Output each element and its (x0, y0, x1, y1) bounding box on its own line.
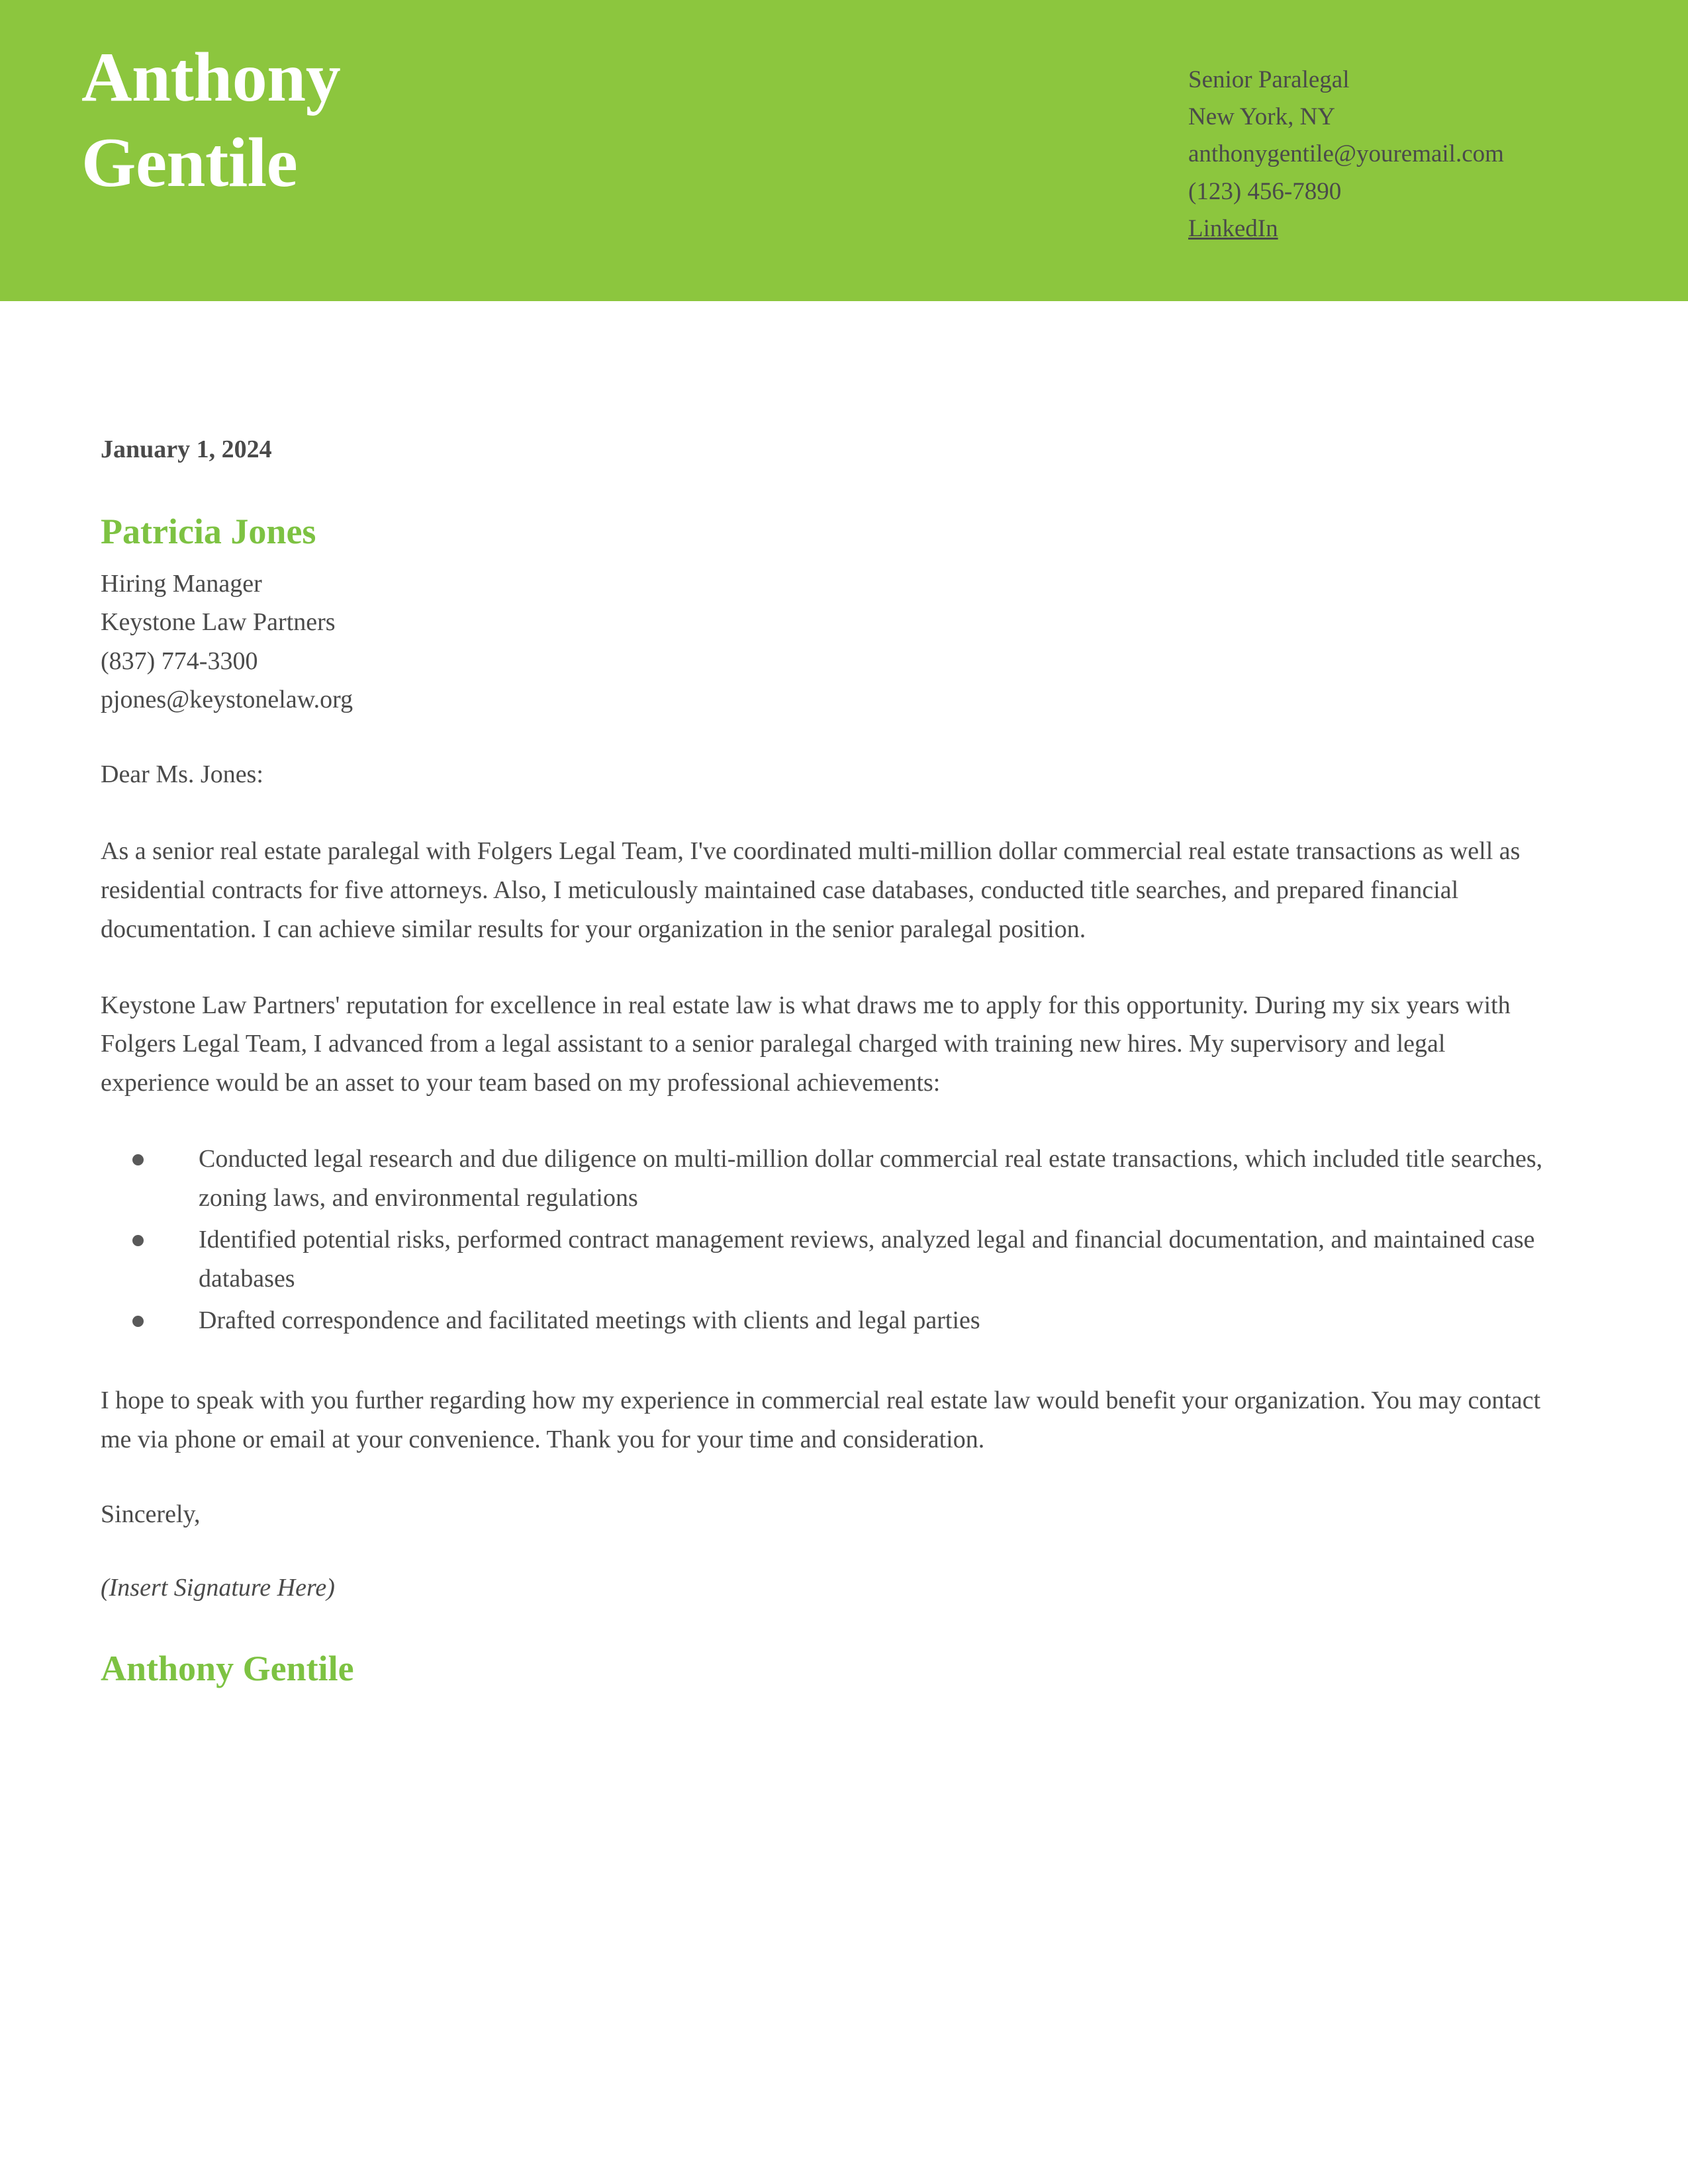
contact-linkedin-link-wrapper (1188, 210, 1652, 248)
list-item (101, 1140, 1560, 1218)
recipient-title: Hiring Manager (101, 570, 262, 598)
recipient-details (101, 565, 1560, 719)
achievement-text: Drafted correspondence and facilitated meetings with clients and legal parties (199, 1306, 980, 1334)
recipient-name: Patricia Jones (101, 512, 316, 552)
achievement-text: Conducted legal research and due diligence on multi-million dollar commercial real estate transactions, which included title searches, zoning laws, and environmental regulations (199, 1145, 1543, 1212)
salutation: Dear Ms. Jones: (101, 760, 263, 788)
letter-date: January 1, 2024 (101, 435, 272, 463)
bullet-icon (132, 1154, 144, 1165)
letter-body (101, 433, 1560, 1691)
applicant-first-name: Anthony (81, 38, 341, 116)
recipient-phone: (837) 774-3300 (101, 647, 258, 675)
contact-job-title: Senior Paralegal (1188, 66, 1350, 93)
contact-email[interactable]: anthonygentile@youremail.com (1188, 140, 1504, 168)
contact-location: New York, NY (1188, 103, 1336, 131)
bullet-icon (132, 1235, 144, 1246)
applicant-last-name: Gentile (81, 124, 298, 202)
recipient-email[interactable]: pjones@keystonelaw.org (101, 685, 353, 713)
achievements-list (101, 1140, 1560, 1340)
contact-linkedin-link[interactable]: LinkedIn (1188, 214, 1278, 242)
header-band (0, 0, 1688, 301)
header-contact-block (1188, 62, 1652, 248)
signature-placeholder: (Insert Signature Here) (101, 1574, 335, 1602)
sign-off: Sincerely, (101, 1500, 201, 1529)
recipient-company: Keystone Law Partners (101, 608, 336, 637)
list-item (101, 1301, 1560, 1340)
body-paragraph-2: Keystone Law Partners' reputation for excellence in real estate law is what draws me to apply for this opportunity. During my six years with Folgers Legal Team, I advanced from a legal assistant to a senior paralegal charged with training new hires. My supervisory and legal experience would be an asset to your team based on my professional achievements: (101, 991, 1511, 1097)
signature-name: Anthony Gentile (101, 1649, 354, 1689)
list-item (101, 1220, 1560, 1298)
closing-paragraph: I hope to speak with you further regarding how my experience in commercial real estate law would benefit your organization. You may contact me via phone or email at your convenience. Thank you for your time and consideration. (101, 1386, 1541, 1453)
body-paragraph-1: As a senior real estate paralegal with Folgers Legal Team, I've coordinated multi-million dollar commercial real estate transactions as well as residential contracts for five attorneys. Also, I meticulously maintained case databases, conducted title searches, and prepared financial documentation. I can achieve similar results for your organization in the senior paralegal position. (101, 837, 1521, 943)
applicant-name-heading (81, 34, 909, 206)
bullet-icon (132, 1316, 144, 1327)
contact-phone: (123) 456-7890 (1188, 177, 1342, 205)
achievement-text: Identified potential risks, performed contract management reviews, analyzed legal and financial documentation, and maintained case databases (199, 1225, 1535, 1293)
